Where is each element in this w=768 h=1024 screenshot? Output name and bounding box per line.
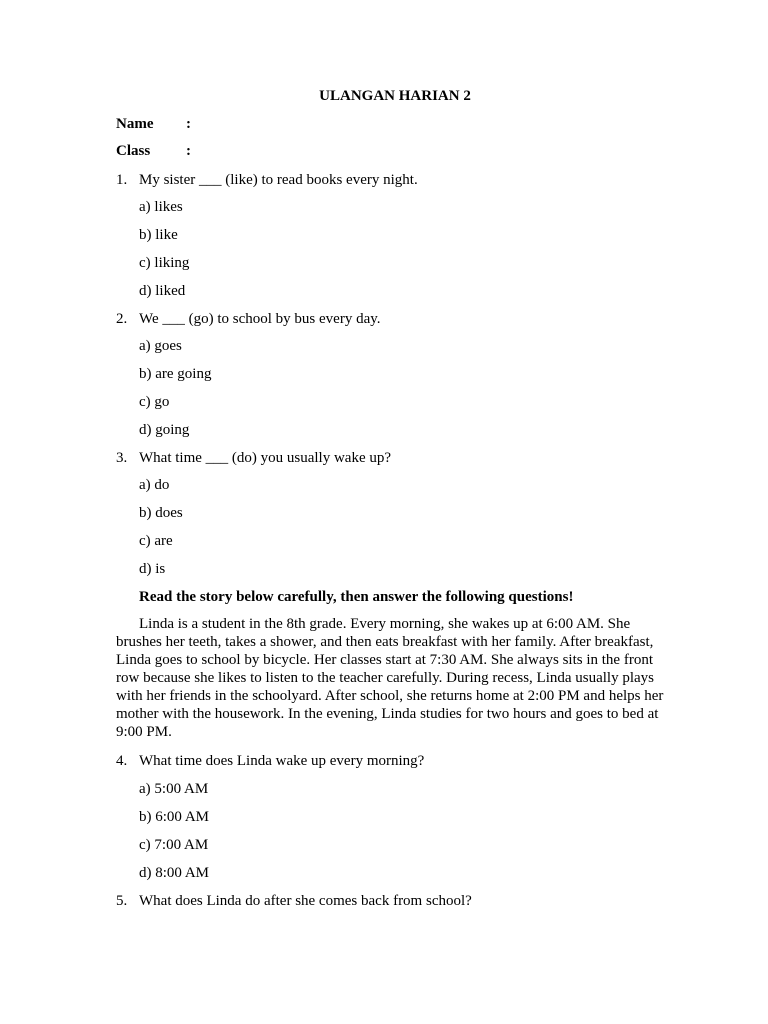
class-field [116,141,191,161]
reading-passage: Linda is a student in the 8th grade. Every morning, she wakes up at 6:00 AM. She brushes her teeth, takes a shower, and then eats breakfast with her family. After breakfast, Linda goes to school by bicycle. Her classes start at 7:30 AM. She always sits in the front row because she likes to listen to the teacher carefully. During recess, Linda usually plays with her friends in the schoolyard. After school, she returns home at 2:00 PM and helps her mother with the housework. In the evening, Linda studies for two hours and goes to bed at 9:00 PM. [116,616,664,740]
question-4-option-c: c) 7:00 AM [139,837,209,853]
question-number: 3. [116,450,128,466]
question-number: 1. [116,172,128,188]
page-title: ULANGAN HARIAN 2 [319,88,471,104]
question-3 [116,448,391,468]
question-2-option-b: b) are going [139,366,212,382]
name-label: Name [116,116,154,132]
question-2-option-c: c) go [139,394,170,410]
question-2-option-d: d) going [139,422,190,438]
question-text: We ___ (go) to school by bus every day. [139,311,381,327]
question-text: What time does Linda wake up every morning? [139,753,425,769]
question-1-option-a: a) likes [139,199,183,215]
question-4-option-a: a) 5:00 AM [139,781,209,797]
question-number: 4. [116,753,128,769]
question-1 [116,170,418,190]
name-field [116,114,191,134]
question-4-option-b: b) 6:00 AM [139,809,210,825]
class-separator: : [186,143,191,159]
question-text: My sister ___ (like) to read books every night. [139,172,418,188]
class-label: Class [116,143,151,159]
question-1-option-d: d) liked [139,283,186,299]
reading-instruction: Read the story below carefully, then answer the following questions! [139,589,574,605]
name-separator: : [186,116,191,132]
question-1-option-c: c) liking [139,255,190,271]
question-2-option-a: a) goes [139,338,182,354]
question-number: 5. [116,893,128,909]
question-3-option-d: d) is [139,561,166,577]
question-1-option-b: b) like [139,227,178,243]
question-3-option-a: a) do [139,477,170,493]
question-4-option-d: d) 8:00 AM [139,865,210,881]
question-3-option-c: c) are [139,533,173,549]
question-4 [116,751,424,771]
question-text: What time ___ (do) you usually wake up? [139,450,392,466]
question-3-option-b: b) does [139,505,183,521]
question-5 [116,891,472,911]
question-text: What does Linda do after she comes back from school? [139,893,472,909]
question-2 [116,309,381,329]
question-number: 2. [116,311,128,327]
